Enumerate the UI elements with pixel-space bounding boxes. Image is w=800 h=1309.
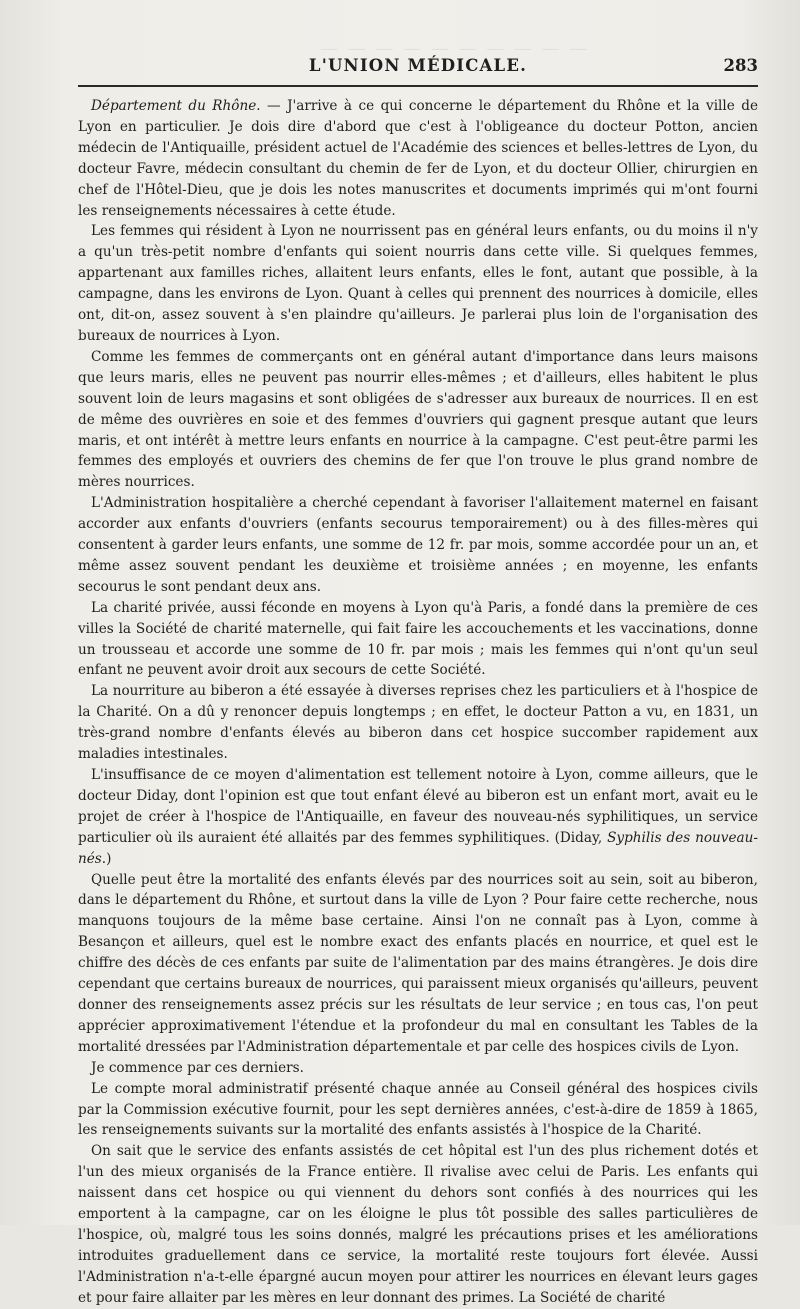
paragraph-1-text: — J'arrive à ce qui concerne le département du Rhône et la ville de Lyon en particulier. Je dois dire d'abord que c'est à l'obligeance du docteur Potton, ancien médecin de l'Antiquaille, président actuel de l'Académie des sciences et belles-lettres de Lyon, du docteur Favre, médecin consultant du chemin de fer de Lyon, et du docteur Ollier, chirurgien en chef de l'Hôtel-Dieu, que je dois les notes manuscrites et documents imprimés qui m'ont fourni les renseignements nécessaires à cette étude.: [78, 98, 758, 219]
paragraph-7-text: L'insuffisance de ce moyen d'alimentation est tellement notoire à Lyon, comme ailleurs, que le docteur Diday, dont l'opinion est que tout enfant élevé au biberon est un enfant mort, avait eu le projet de créer à l'hospice de l'Antiquaille, en faveur des nouveau-nés syphilitiques, un service particulier où ils auraient été allaités par des femmes syphilitiques. (Diday,: [78, 767, 758, 846]
paragraph-8: Quelle peut être la mortalité des enfants élevés par des nourrices soit au sein, soit au biberon, dans le département du Rhône, et surtout dans la ville de Lyon ? Pour faire cette recherche, nous manquons toujours de la même base certaine. Ainsi l'on ne connaît pas à Lyon, comme à Besançon et ailleurs, quel est le nombre exact des enfants placés en nourrice, et quel est le chiffre des décès de ces enfants par suite de l'alimentation par des mains étrangères. Je dois dire cependant que certains bureaux de nourrices, qui paraissent mieux organisés qu'ailleurs, peuvent donner des renseignements assez précis sur les résultats de leur service ; en tous cas, l'on peut apprécier approximativement l'étendue et la profondeur du mal en consultant les Tables de la mortalité dressées par l'Administration départementale et par celle des hospices civils de Lyon.: [78, 871, 758, 1055]
paragraph-3: Comme les femmes de commerçants ont en général autant d'importance dans leurs maisons que leurs maris, elles ne peuvent pas nourrir elles-mêmes ; et d'ailleurs, elles habitent le plus souvent loin de leurs magasins et sont obligées de s'adresser aux bureaux de nourrices. Il en est de même des ouvrières en soie et des femmes d'ouvriers qui gagnent presque autant que leurs maris, et ont intérêt à mettre leurs enfants en nourrice à la campagne. C'est peut-être parmi les femmes des employés et ouvriers des chemins de fer que l'on trouve le plus grand nombre de mères nourrices.: [78, 348, 758, 491]
paragraph-10: Le compte moral administratif présenté chaque année au Conseil général des hospices civils par la Commission exécutive fournit, pour les sept dernières années, c'est-à-dire de 1859 à 1865, les renseignements suivants sur la mortalité des enfants assistés à l'hospice de la Charité.: [78, 1080, 758, 1139]
page-header: [78, 52, 758, 82]
paragraph-9: Je commence par ces derniers.: [91, 1059, 304, 1076]
page-number: 283: [723, 56, 758, 75]
paragraph-4: L'Administration hospitalière a cherché cependant à favoriser l'allaitement maternel en faisant accorder aux enfants d'ouvriers (enfants secourus temporairement) ou à des filles-mères qui consentent à garder leurs enfants, une somme de 12 fr. par mois, somme accordée pour un an, et même assez souvent pendant les deuxième et troisième années ; en moyenne, les enfants secourus le sont pendant deux ans.: [78, 495, 758, 595]
paragraph-11: On sait que le service des enfants assistés de cet hôpital est l'un des plus richement dotés et l'un des mieux organisés de la France entière. Il rivalise avec celui de Paris. Les enfants qui naissent dans cet hospice ou qui viennent du dehors sont confiés à des nourrices qui les emportent à la campagne, car on les éloigne le plus tôt possible des salles particulières de l'hospice, où, malgré tous les soins donnés, malgré les précautions prises et les améliorations introduites graduellement dans ce service, la mortalité reste toujours fort élevée. Aussi l'Administration n'a-t-elle épargné aucun moyen pour attirer les nourrices en élevant leurs gages et pour faire allaiter par les mères en leur donnant des primes. La Société de charité: [78, 1143, 758, 1306]
show-through-heading: — — — — — — — — — —: [320, 38, 590, 59]
paragraph-7: [78, 765, 758, 870]
paragraph-6: La nourriture au biberon a été essayée à diverses reprises chez les particuliers et à l'hospice de la Charité. On a dû y renoncer depuis longtemps ; en effet, le docteur Patton a vu, en 1831, un très-grand nombre d'enfants élevés au biberon dans cet hospice succomber rapidement aux maladies intestinales.: [78, 683, 758, 763]
section-lead: Département du Rhône.: [91, 98, 261, 114]
citation-title: Syphilis des nouveau-nés: [78, 829, 758, 867]
body-text: [78, 96, 758, 1309]
paragraph-1: [78, 96, 758, 221]
running-title: L'UNION MÉDICALE.: [308, 56, 528, 75]
paragraph-2: Les femmes qui résident à Lyon ne nourrissent pas en général leurs enfants, ou du moins il n'y a qu'un très-petit nombre d'enfants qui soient nourris dans cette ville. Si quelques femmes, appartenant aux familles riches, allaitent leurs enfants, elles le font, autant que possible, à la campagne, dans les environs de Lyon. Quant à celles qui prennent des nourrices à domicile, elles ont, dit-on, assez souvent à s'en plaindre qu'ailleurs. Je parlerai plus loin de l'organisation des bureaux de nourrices à Lyon.: [78, 223, 758, 344]
paragraph-7-end: .): [101, 850, 112, 867]
paragraph-5: La charité privée, aussi féconde en moyens à Lyon qu'à Paris, a fondé dans la première de ces villes la Société de charité maternelle, qui fait faire les accouchements et les vaccinations, donne un trousseau et accorde une somme de 10 fr. par mois ; mais les femmes qui n'ont qu'un seul enfant ne peuvent avoir droit aux secours de cette Société.: [78, 599, 758, 679]
header-rule: [78, 85, 758, 87]
